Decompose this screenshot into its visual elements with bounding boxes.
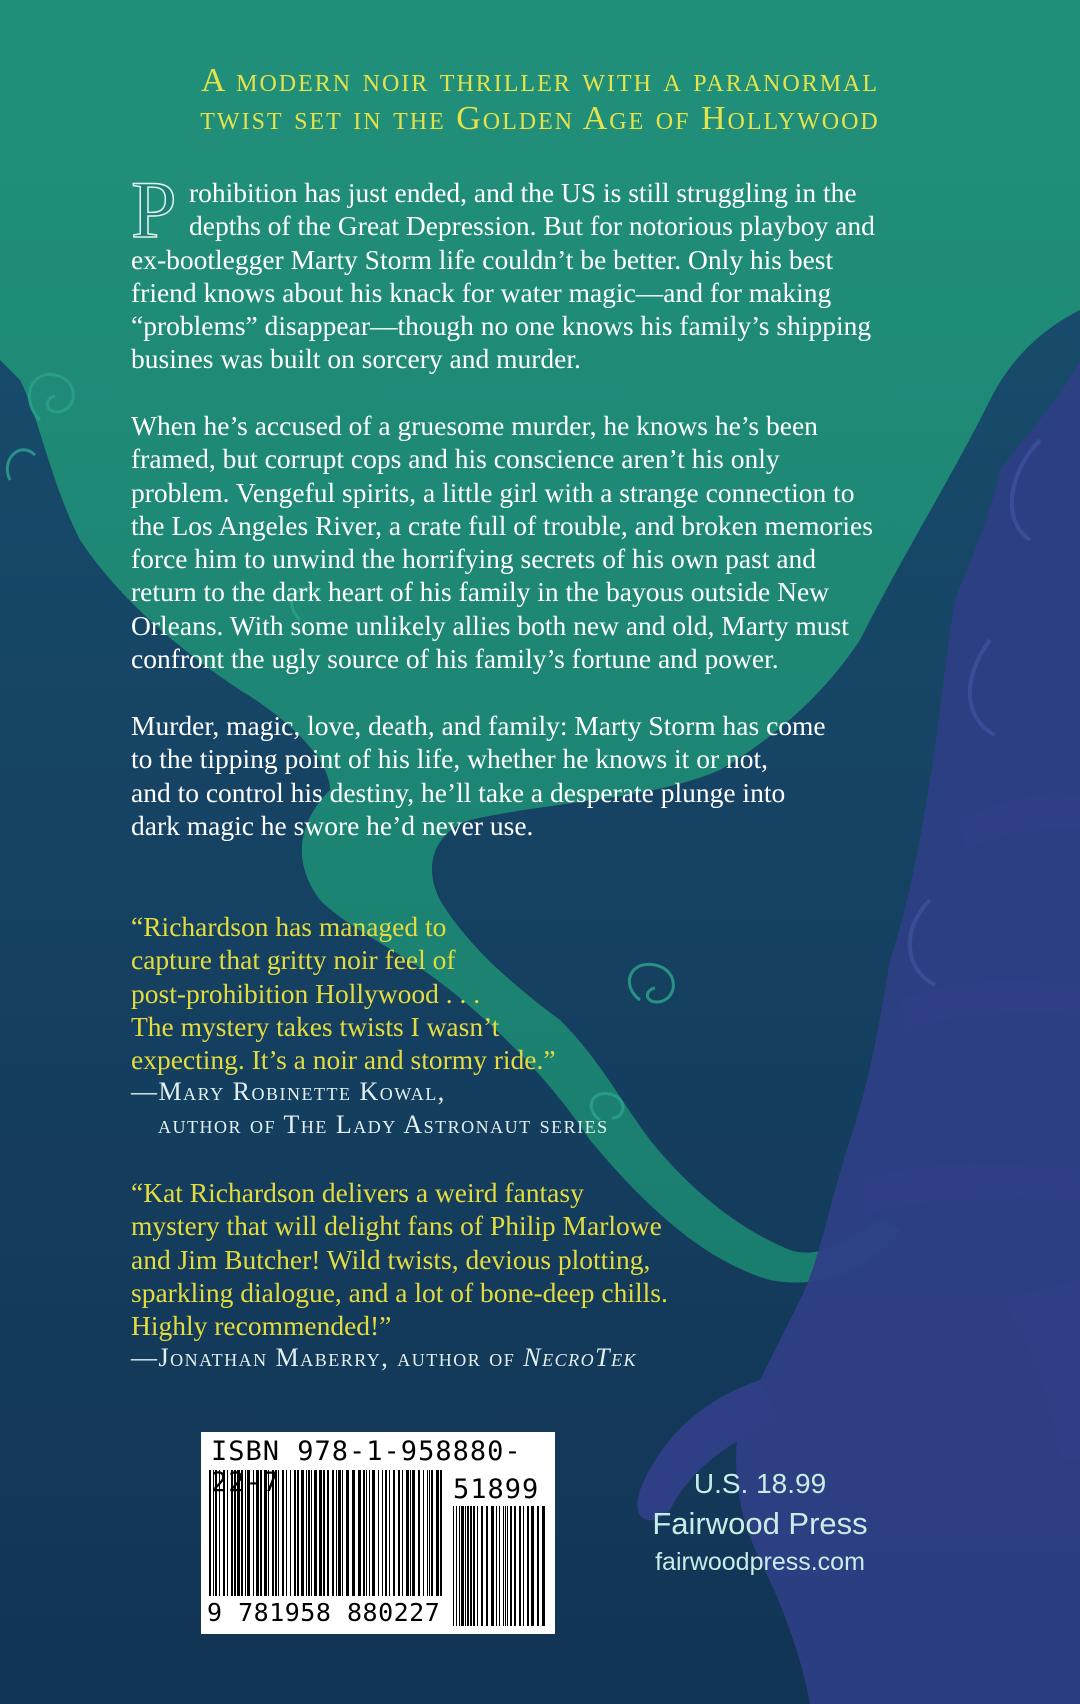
quote-line: “Richardson has managed to (131, 911, 447, 942)
price-label: U.S. 18.99 (693, 1468, 827, 1499)
blurb-line: problem. Vengeful spirits, a little girl with a strange connection to (131, 476, 855, 508)
tagline (90, 62, 990, 138)
blurb-line: force him to unwind the horrifying secrets of his own past and (131, 543, 817, 575)
blurb-line: “problems” disappear—though no one knows his family’s shipping (131, 310, 872, 342)
quote-2-attribution-author: —Jonathan Maberry, author of (131, 1343, 524, 1372)
blurb-line: When he’s accused of a gruesome murder, he knows he’s been (131, 410, 818, 441)
quote-line: post-prohibition Hollywood . . . (131, 977, 481, 1009)
blurb-paragraph-2 (131, 409, 991, 675)
isbn-number: ISBN 978-1-958880-22-7 (211, 1436, 522, 1498)
ean-digits: 9 781958 880227 (207, 1598, 441, 1627)
tagline-line-2: twist set in the Golden Age of Hollywood (200, 100, 880, 137)
isbn-barcode (201, 1432, 555, 1634)
quote-line: The mystery takes twists I wasn’t (131, 1010, 500, 1042)
blurb-line: depths of the Great Depression. But for notorious playboy and (189, 210, 875, 242)
quote-line: sparkling dialogue, and a lot of bone-deep chills. (131, 1276, 668, 1308)
quote-2-book-title: NecroTek (523, 1343, 638, 1372)
blurb-line: busines was built on sorcery and murder. (131, 343, 581, 375)
blurb-line: framed, but corrupt cops and his conscience aren’t his only (131, 443, 780, 475)
blurb-line: the Los Angeles River, a crate full of trouble, and broken memories (131, 509, 873, 541)
tagline-line-1: A modern noir thriller with a paranormal (200, 62, 880, 99)
blurb-line: confront the ugly source of his family’s fortune and power. (131, 643, 779, 675)
blurb-line: and to control his destiny, he’ll take a desperate plunge into (131, 776, 786, 808)
blurb-line: return to the dark heart of his family in the bayous outside New (131, 576, 830, 608)
blurb-paragraph-3 (131, 709, 991, 842)
quote-line: “Kat Richardson delivers a weird fantasy (131, 1177, 584, 1208)
quote-line: Highly recommended!” (131, 1310, 392, 1342)
blurb-line: dark magic he swore he’d never use. (131, 809, 534, 841)
review-quote-2 (131, 1176, 831, 1342)
blurb-line: friend knows about his knack for water magic—and for making (131, 276, 832, 308)
drop-cap: P (131, 164, 177, 255)
blurb-line: rohibition has just ended, and the US is still struggling in the (189, 177, 857, 208)
publisher-website: fairwoodpress.com (655, 1548, 865, 1576)
blurb-line: to the tipping point of his life, whether he knows it or not, (131, 743, 768, 775)
quote-line: expecting. It’s a noir and stormy ride.” (131, 1044, 556, 1076)
quote-line: and Jim Butcher! Wild twists, devious plotting, (131, 1243, 651, 1275)
quote-1-attribution: —Mary Robinette Kowal, (131, 1077, 446, 1106)
quote-line: mystery that will delight fans of Philip Marlowe (131, 1210, 662, 1242)
review-quote-1 (131, 910, 831, 1076)
quote-1-attribution-title: author of The Lady Astronaut series (158, 1110, 609, 1139)
blurb-line: Orleans. With some unlikely allies both new and old, Marty must (131, 609, 849, 641)
blurb-line: Murder, magic, love, death, and family: Marty Storm has come (131, 710, 826, 741)
publisher-name: Fairwood Press (652, 1506, 868, 1541)
blurb-paragraph-1 (131, 176, 991, 376)
blurb-line: ex-bootlegger Marty Storm life couldn’t be better. Only his best (131, 243, 834, 275)
price-code: 51899 (453, 1474, 540, 1505)
quote-2-attribution (131, 1341, 637, 1374)
quote-line: capture that gritty noir feel of (131, 944, 456, 976)
